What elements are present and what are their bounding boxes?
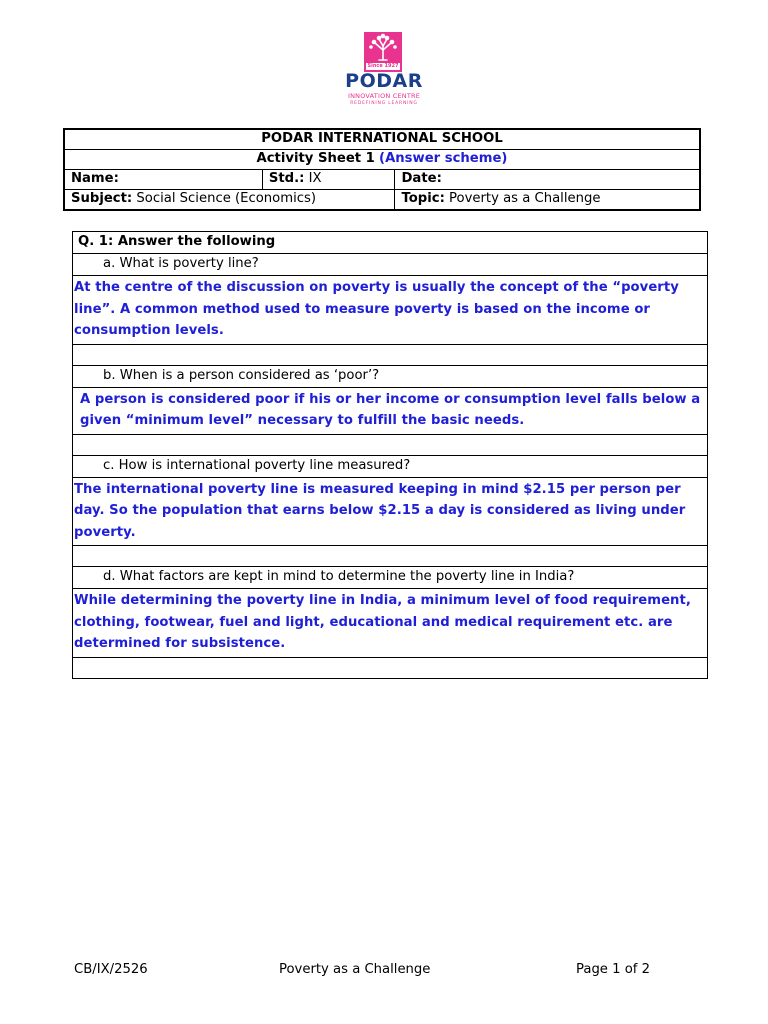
name-label: Name: [71,171,119,186]
blank-row [73,344,708,365]
blank-row [73,434,708,455]
subject-value: Social Science (Economics) [136,191,316,206]
subject-label: Subject: [71,191,133,206]
subject-cell [64,190,395,211]
footer-title: Poverty as a Challenge [279,962,431,977]
topic-cell [395,190,700,211]
school-name: PODAR INTERNATIONAL SCHOOL [64,129,700,150]
blank-row [73,657,708,678]
logo-tagline: REDEFINING LEARNING [350,101,418,106]
header-info-table [63,128,701,211]
sheet-title-cell [64,150,700,170]
school-logo [334,30,434,110]
answer-b: A person is considered poor if his or her income or consumption level falls below a given “minimum level” necessary to fulfill the basic needs. [73,387,708,434]
question-c: c. How is international poverty line measured? [73,455,708,477]
footer-code: CB/IX/2526 [74,962,148,977]
date-label: Date: [401,171,442,186]
std-label: Std.: [268,171,305,186]
name-cell [64,170,262,190]
question-a: a. What is poverty line? [73,254,708,276]
question-heading: Q. 1: Answer the following [73,232,708,254]
question-table [72,231,708,679]
answer-a: At the centre of the discussion on poverty is usually the concept of the “poverty line”. A common method used to measure poverty is based on the income or consumption levels. [73,276,708,345]
answer-scheme-note: (Answer scheme) [379,151,508,166]
date-cell [395,170,700,190]
logo-name: PODAR [345,70,423,92]
question-d: d. What factors are kept in mind to determine the poverty line in India? [73,567,708,589]
answer-c: The international poverty line is measured keeping in mind $2.15 per person per day. So the population that earns below $2.15 a day is considered as living under poverty. [73,477,708,546]
std-value: IX [308,171,322,186]
tree-emblem-icon [364,32,402,72]
logo-subtitle: INNOVATION CENTRE [347,92,421,100]
sheet-title: Activity Sheet 1 [256,151,375,166]
topic-label: Topic: [401,191,445,206]
answer-d: While determining the poverty line in India, a minimum level of food requirement, clothing, footwear, fuel and light, educational and medical requirement etc. are determined for subsistence. [73,589,708,658]
logo-since-text: Since 1927 [367,63,399,69]
std-cell [262,170,395,190]
question-b: b. When is a person considered as ‘poor’? [73,365,708,387]
topic-value: Poverty as a Challenge [449,191,601,206]
footer-page-number: Page 1 of 2 [576,962,650,977]
blank-row [73,546,708,567]
